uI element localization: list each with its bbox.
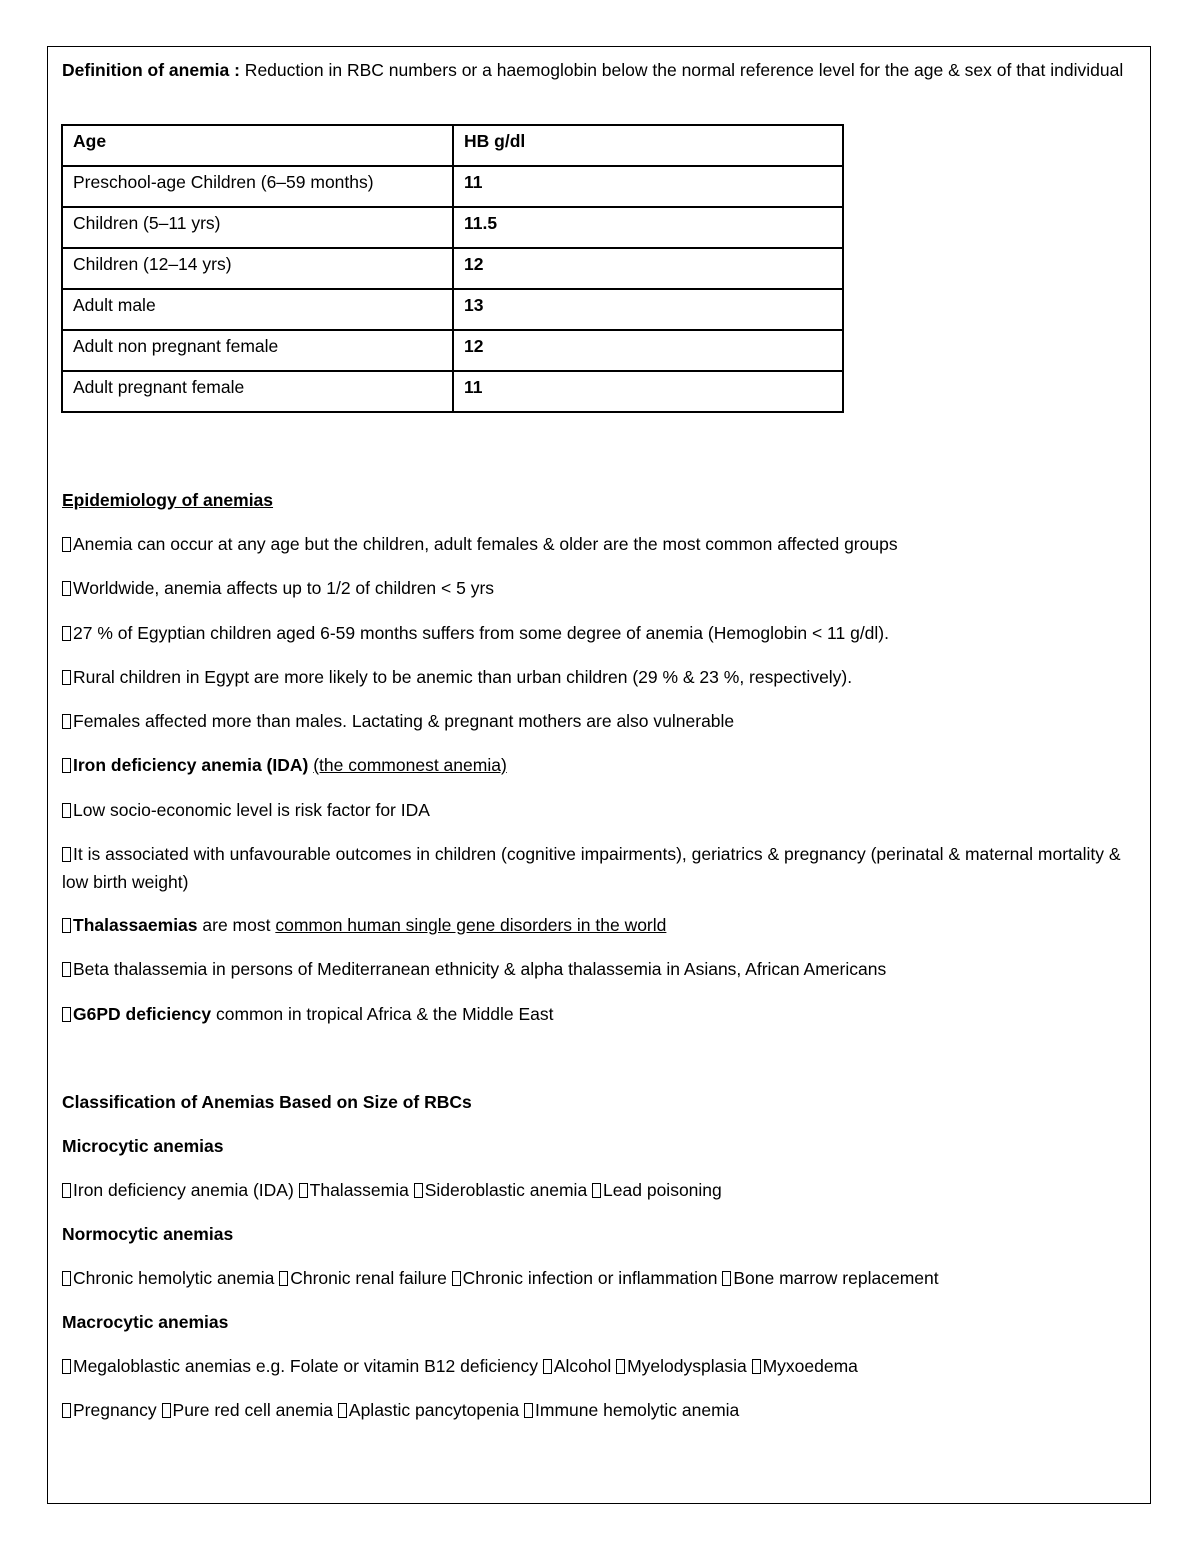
bullet-text: Anemia can occur at any age but the children, adult females & older are the most common affected groups bbox=[73, 534, 898, 554]
bullet-icon bbox=[752, 1359, 761, 1374]
list-item: Pure red cell anemia bbox=[172, 1400, 338, 1420]
list-item: Chronic hemolytic anemia bbox=[73, 1268, 280, 1288]
row-age: Preschool-age Children (6–59 months) bbox=[62, 166, 453, 207]
bullet-icon bbox=[616, 1359, 625, 1374]
bullet-icon bbox=[62, 847, 71, 862]
row-hb: 11 bbox=[453, 371, 843, 412]
row-hb: 13 bbox=[453, 289, 843, 330]
bullet-icon bbox=[62, 1183, 71, 1198]
list-item: Bone marrow replacement bbox=[733, 1268, 939, 1288]
list-item: Alcohol bbox=[553, 1356, 617, 1376]
header-hb: HB g/dl bbox=[453, 125, 843, 166]
table-row bbox=[62, 248, 843, 289]
bullet-icon bbox=[62, 962, 71, 977]
list-item bbox=[62, 574, 1137, 602]
bullet-bold-text: Iron deficiency anemia (IDA) bbox=[73, 755, 309, 775]
macrocytic-heading bbox=[62, 1308, 1137, 1336]
list-item bbox=[62, 955, 1137, 983]
list-item: Pregnancy bbox=[73, 1400, 162, 1420]
table-row bbox=[62, 371, 843, 412]
macrocytic-items-2 bbox=[62, 1396, 1137, 1424]
bullet-icon bbox=[592, 1183, 601, 1198]
list-item: Megaloblastic anemias e.g. Folate or vitamin B12 deficiency bbox=[73, 1356, 543, 1376]
bullet-icon bbox=[62, 537, 71, 552]
bullet-text: Females affected more than males. Lactating & pregnant mothers are also vulnerable bbox=[73, 711, 735, 731]
row-age: Adult pregnant female bbox=[62, 371, 453, 412]
normocytic-heading bbox=[62, 1220, 1137, 1248]
classification-heading bbox=[62, 1088, 1137, 1116]
bullet-text: It is associated with unfavourable outcomes in children (cognitive impairments), geriatrics & pregnancy (perinatal & maternal mortality & low birth weight) bbox=[62, 844, 1121, 892]
row-hb: 12 bbox=[453, 330, 843, 371]
bullet-icon bbox=[62, 626, 71, 641]
list-item: Thalassemia bbox=[309, 1180, 414, 1200]
bullet-text: Low socio-economic level is risk factor for IDA bbox=[73, 800, 430, 820]
list-item: Myelodysplasia bbox=[627, 1356, 752, 1376]
bullet-icon bbox=[299, 1183, 308, 1198]
definition-term: Definition of anemia : bbox=[62, 60, 240, 80]
list-item: Myxoedema bbox=[762, 1356, 858, 1376]
bullet-icon bbox=[62, 581, 71, 596]
bullet-icon bbox=[62, 918, 71, 933]
normocytic-heading-text: Normocytic anemias bbox=[62, 1224, 234, 1244]
microcytic-heading-text: Microcytic anemias bbox=[62, 1136, 224, 1156]
bullet-text: common in tropical Africa & the Middle East bbox=[211, 1004, 554, 1024]
microcytic-items bbox=[62, 1176, 1137, 1204]
epidemiology-heading-text: Epidemiology of anemias bbox=[62, 490, 274, 510]
list-item bbox=[62, 911, 1137, 939]
table-header-row bbox=[62, 125, 843, 166]
row-age: Adult non pregnant female bbox=[62, 330, 453, 371]
table-row bbox=[62, 289, 843, 330]
bullet-underline-text: common human single gene disorders in the world bbox=[275, 915, 667, 935]
table-row bbox=[62, 207, 843, 248]
bullet-icon bbox=[62, 1403, 71, 1418]
row-age: Children (5–11 yrs) bbox=[62, 207, 453, 248]
list-item bbox=[62, 1000, 1137, 1028]
definition-block bbox=[62, 56, 1137, 84]
hb-reference-table bbox=[61, 124, 844, 413]
bullet-icon bbox=[62, 803, 71, 818]
list-item bbox=[62, 751, 1137, 779]
list-item bbox=[62, 840, 1137, 896]
table-row bbox=[62, 166, 843, 207]
bullet-text: 27 % of Egyptian children aged 6-59 months suffers from some degree of anemia (Hemoglobin < 11 g/dl). bbox=[73, 623, 889, 643]
bullet-icon bbox=[279, 1271, 288, 1286]
list-item bbox=[62, 530, 1137, 558]
list-item: Lead poisoning bbox=[603, 1180, 722, 1200]
bullet-icon bbox=[62, 714, 71, 729]
bullet-icon bbox=[62, 1359, 71, 1374]
list-item: Iron deficiency anemia (IDA) bbox=[73, 1180, 299, 1200]
list-item: Chronic infection or inflammation bbox=[462, 1268, 723, 1288]
list-item: Chronic renal failure bbox=[290, 1268, 452, 1288]
list-item: Aplastic pancytopenia bbox=[348, 1400, 525, 1420]
macrocytic-heading-text: Macrocytic anemias bbox=[62, 1312, 229, 1332]
row-hb: 12 bbox=[453, 248, 843, 289]
bullet-icon bbox=[338, 1403, 347, 1418]
classification-heading-text: Classification of Anemias Based on Size of RBCs bbox=[62, 1092, 472, 1112]
bullet-bold-text: Thalassaemias bbox=[73, 915, 198, 935]
row-hb: 11 bbox=[453, 166, 843, 207]
list-item: Sideroblastic anemia bbox=[424, 1180, 593, 1200]
bullet-icon bbox=[62, 670, 71, 685]
table-row bbox=[62, 330, 843, 371]
row-age: Adult male bbox=[62, 289, 453, 330]
bullet-icon bbox=[414, 1183, 423, 1198]
bullet-icon bbox=[452, 1271, 461, 1286]
list-item bbox=[62, 796, 1137, 824]
bullet-icon bbox=[62, 1007, 71, 1022]
definition-paragraph bbox=[62, 56, 1137, 84]
bullet-bold-text: G6PD deficiency bbox=[73, 1004, 212, 1024]
epidemiology-heading bbox=[62, 486, 1137, 514]
bullet-icon bbox=[162, 1403, 171, 1418]
normocytic-items bbox=[62, 1264, 1137, 1292]
bullet-underline-text: (the commonest anemia) bbox=[313, 755, 507, 775]
microcytic-heading bbox=[62, 1132, 1137, 1160]
bullet-icon bbox=[62, 1271, 71, 1286]
bullet-icon bbox=[543, 1359, 552, 1374]
bullet-text: are most bbox=[197, 915, 276, 935]
bullet-text: Rural children in Egypt are more likely to be anemic than urban children (29 % & 23 %, respectively). bbox=[73, 667, 853, 687]
list-item bbox=[62, 663, 1137, 691]
row-hb: 11.5 bbox=[453, 207, 843, 248]
bullet-icon bbox=[524, 1403, 533, 1418]
bullet-icon bbox=[722, 1271, 731, 1286]
header-age: Age bbox=[62, 125, 453, 166]
row-age: Children (12–14 yrs) bbox=[62, 248, 453, 289]
list-item: Immune hemolytic anemia bbox=[535, 1400, 740, 1420]
bullet-text: Worldwide, anemia affects up to 1/2 of children < 5 yrs bbox=[73, 578, 495, 598]
list-item bbox=[62, 619, 1137, 647]
macrocytic-items-1 bbox=[62, 1352, 1137, 1380]
definition-text: Reduction in RBC numbers or a haemoglobin below the normal reference level for the age & sex of that individual bbox=[239, 60, 1124, 80]
bullet-icon bbox=[62, 758, 71, 773]
bullet-text: Beta thalassemia in persons of Mediterranean ethnicity & alpha thalassemia in Asians, African Americans bbox=[73, 959, 887, 979]
hb-table-body bbox=[62, 125, 843, 412]
list-item bbox=[62, 707, 1137, 735]
